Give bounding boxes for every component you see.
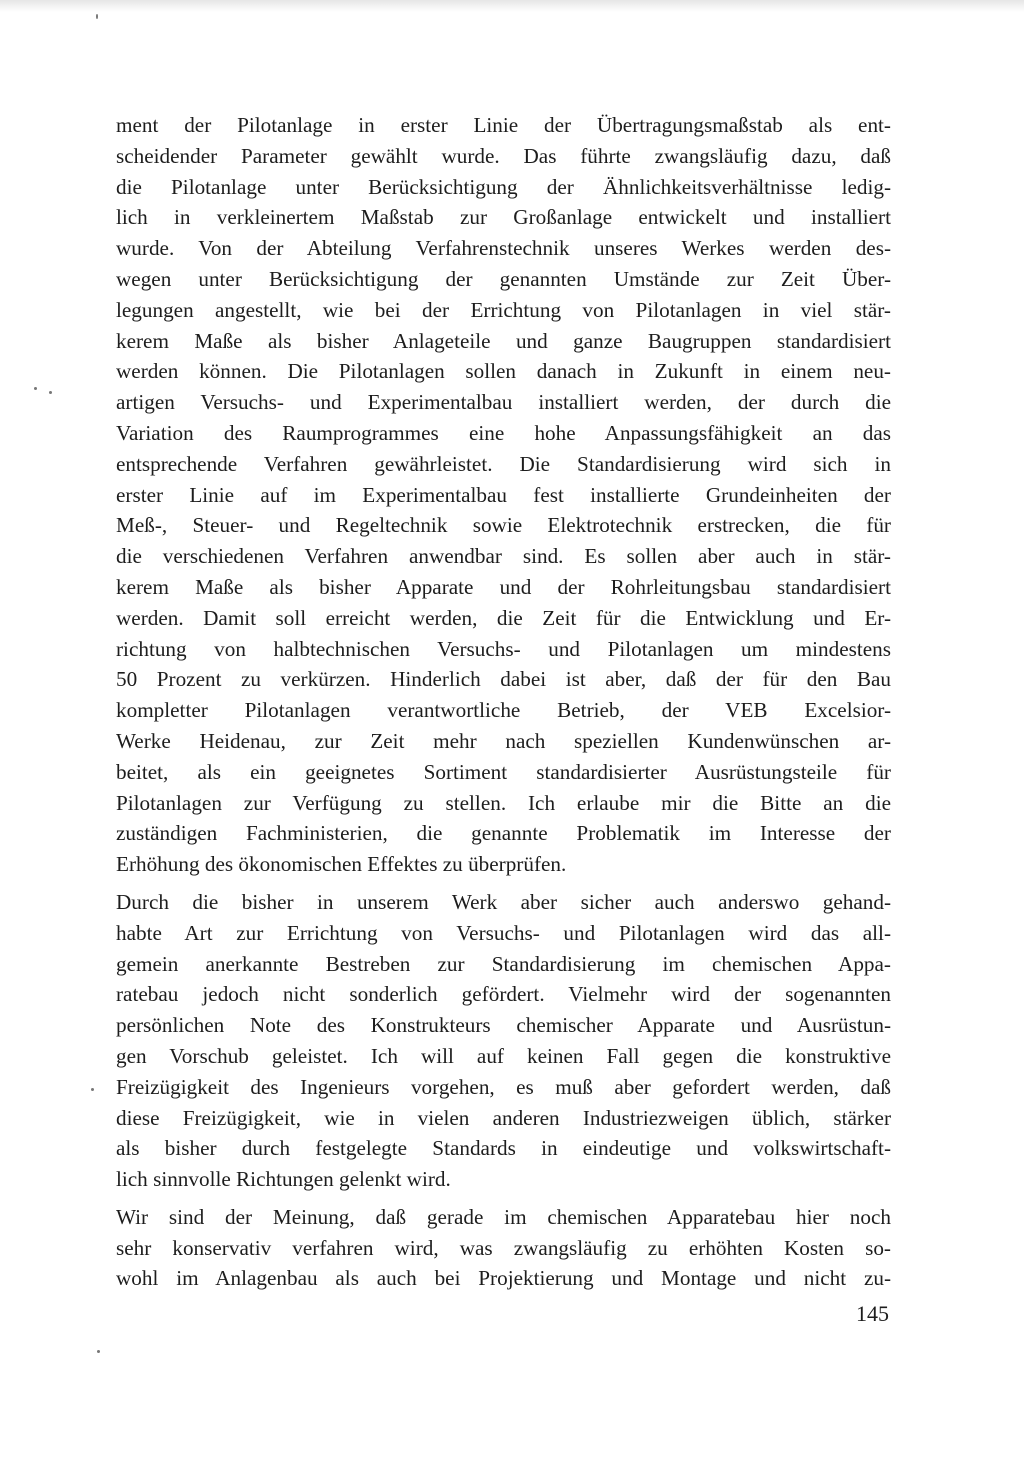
scan-speck bbox=[49, 391, 52, 394]
paragraph-1 bbox=[116, 110, 891, 880]
text-line: als bisher durch festgelegte Standards in eindeutige und volkswirtschaft- bbox=[116, 1136, 891, 1161]
text-line: diese Freizügigkeit, wie in vielen anderen Industriezweigen üblich, stärker bbox=[116, 1105, 891, 1130]
text-line: beitet, als ein geeignetes Sortiment standardisierter Ausrüstungsteile für bbox=[116, 759, 891, 784]
text-line: lich in verkleinertem Maßstab zur Großanlage entwickelt und installiert bbox=[116, 205, 891, 230]
text-line: gemein anerkannte Bestreben zur Standardisierung im chemischen Appa- bbox=[116, 951, 891, 976]
text-line: artigen Versuchs- und Experimentalbau installiert werden, der durch die bbox=[116, 390, 891, 415]
text-line: persönlichen Note des Konstrukteurs chemischer Apparate und Ausrüstun- bbox=[116, 1013, 891, 1038]
text-line: sehr konservativ verfahren wird, was zwangsläufig zu erhöhten Kosten so- bbox=[116, 1235, 891, 1260]
text-line: wohl im Anlagenbau als auch bei Projektierung und Montage und nicht zu- bbox=[116, 1266, 891, 1291]
text-line: wurde. Von der Abteilung Verfahrenstechnik unseres Werkes werden des- bbox=[116, 236, 891, 261]
text-line: zuständigen Fachministerien, die genannte Problematik im Interesse der bbox=[116, 821, 891, 846]
text-line: ratebau jedoch nicht sonderlich gefördert. Vielmehr wird der sogenannten bbox=[116, 982, 891, 1007]
paragraph-gap bbox=[116, 1195, 891, 1202]
text-line: kerem Maße als bisher Apparate und der Rohrleitungsbau standardisiert bbox=[116, 574, 891, 599]
paragraph-gap bbox=[116, 880, 891, 887]
scan-speck bbox=[97, 1350, 100, 1353]
paragraph-2 bbox=[116, 887, 891, 1195]
text-line: entsprechende Verfahren gewährleistet. Die Standardisierung wird sich in bbox=[116, 451, 891, 476]
text-line: werden können. Die Pilotanlagen sollen danach in Zukunft in einem neu- bbox=[116, 359, 891, 384]
text-line: werden. Damit soll erreicht werden, die Zeit für die Entwicklung und Er- bbox=[116, 605, 891, 630]
scan-speck bbox=[34, 387, 37, 390]
text-line: ment der Pilotanlage in erster Linie der Übertragungsmaßstab als ent- bbox=[116, 113, 891, 137]
text-line: lich sinnvolle Richtungen gelenkt wird. bbox=[116, 1167, 451, 1192]
text-line: Werke Heidenau, zur Zeit mehr nach speziellen Kundenwünschen ar- bbox=[116, 728, 891, 753]
text-line: Pilotanlagen zur Verfügung zu stellen. Ich erlaube mir die Bitte an die bbox=[116, 790, 891, 815]
text-line: Erhöhung des ökonomischen Effektes zu überprüfen. bbox=[116, 852, 567, 877]
text-line: Freizügigkeit des Ingenieurs vorgehen, es muß aber gefordert werden, daß bbox=[116, 1074, 891, 1099]
text-line: kompletter Pilotanlagen verantwortliche Betrieb, der VEB Excelsior- bbox=[116, 698, 891, 723]
text-line: Meß-, Steuer- und Regeltechnik sowie Elektrotechnik erstrecken, die für bbox=[116, 513, 891, 538]
text-line: erster Linie auf im Experimentalbau fest installierte Grundeinheiten der bbox=[116, 482, 891, 507]
text-line: wegen unter Berücksichtigung der genannten Umstände zur Zeit Über- bbox=[116, 266, 891, 291]
text-line: die Pilotanlage unter Berücksichtigung der Ähnlichkeitsverhältnisse ledig- bbox=[116, 174, 891, 199]
scan-speck bbox=[91, 1088, 94, 1091]
text-line: Durch die bisher in unserem Werk aber sicher auch anderswo gehand- bbox=[116, 889, 891, 914]
paragraph-3 bbox=[116, 1202, 891, 1294]
text-line: scheidender Parameter gewählt wurde. Das führte zwangsläufig dazu, daß bbox=[116, 143, 891, 168]
scan-edge bbox=[0, 0, 1024, 12]
text-line: die verschiedenen Verfahren anwendbar sind. Es sollen aber auch in stär- bbox=[116, 544, 891, 569]
page-number: 145 bbox=[856, 1301, 889, 1326]
text-line: Wir sind der Meinung, daß gerade im chemischen Apparatebau hier noch bbox=[116, 1204, 891, 1229]
text-line: Variation des Raumprogrammes eine hohe Anpassungsfähigkeit an das bbox=[116, 420, 891, 445]
text-line: legungen angestellt, wie bei der Errichtung von Pilotanlagen in viel stär- bbox=[116, 297, 891, 322]
text-line: 50 Prozent zu verkürzen. Hinderlich dabei ist aber, daß der für den Bau bbox=[116, 667, 891, 692]
scan-speck bbox=[96, 14, 98, 19]
page-body bbox=[116, 110, 891, 1294]
text-line: habte Art zur Errichtung von Versuchs- und Pilotanlagen wird das all- bbox=[116, 920, 891, 945]
text-line: richtung von halbtechnischen Versuchs- und Pilotanlagen um mindestens bbox=[116, 636, 891, 661]
text-line: kerem Maße als bisher Anlageteile und ganze Baugruppen standardisiert bbox=[116, 328, 891, 353]
text-line: gen Vorschub geleistet. Ich will auf keinen Fall gegen die konstruktive bbox=[116, 1043, 891, 1068]
